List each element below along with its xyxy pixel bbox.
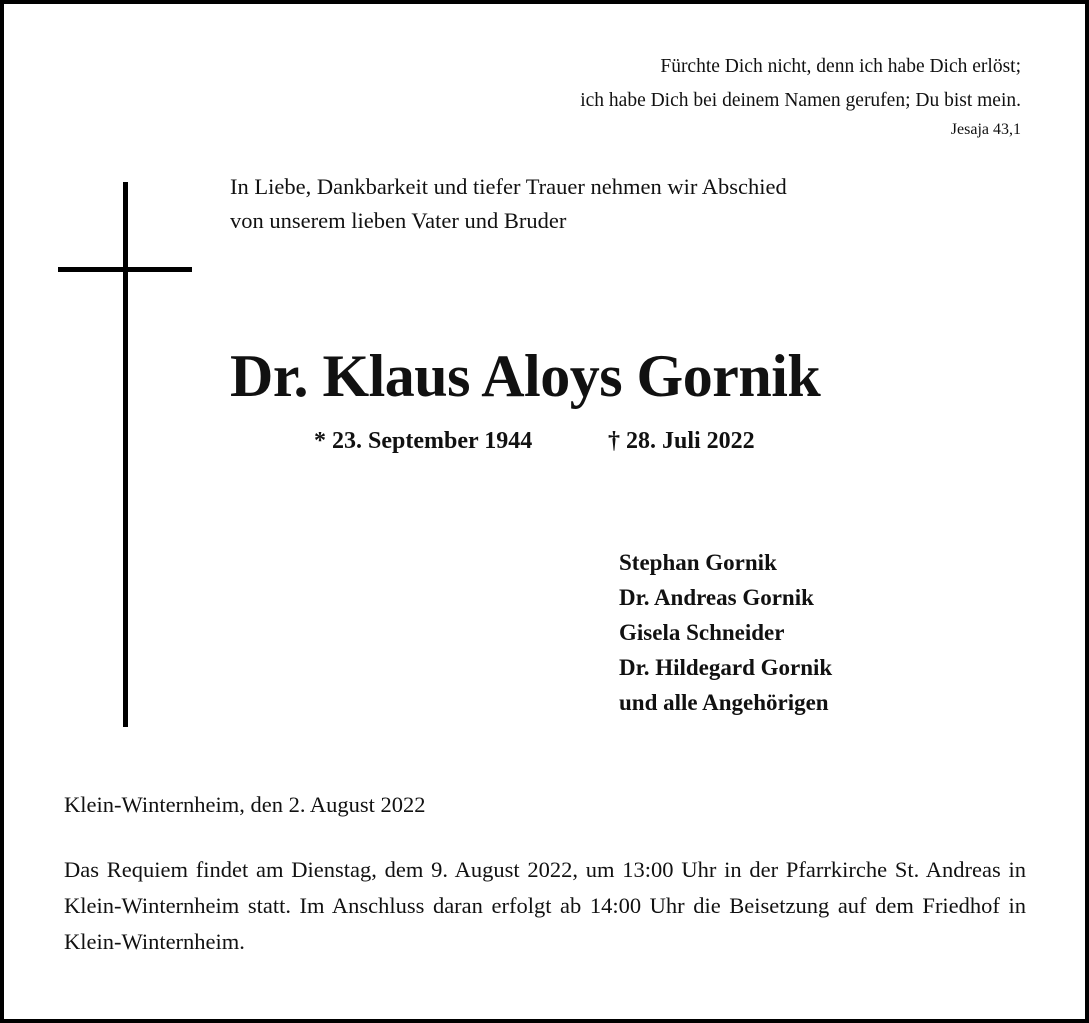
- death-date: † 28. Juli 2022: [608, 428, 755, 454]
- verse-reference: Jesaja 43,1: [950, 121, 1021, 138]
- place-and-date: Klein-Winternheim, den 2. August 2022: [64, 792, 426, 817]
- birth-date: * 23. September 1944: [314, 428, 533, 454]
- bible-verse: [580, 50, 1021, 142]
- cross-icon-vertical-beam: [123, 182, 128, 727]
- mourner-name: Gisela Schneider: [619, 620, 785, 645]
- mourners-list: [619, 545, 832, 720]
- cross-icon-horizontal-beam: [58, 267, 192, 272]
- intro-line-1: In Liebe, Dankbarkeit und tiefer Trauer nehmen wir Abschied: [230, 174, 787, 199]
- mourner-name: Stephan Gornik: [619, 550, 777, 575]
- mourner-name: Dr. Andreas Gornik: [619, 585, 814, 610]
- intro-text: [230, 170, 787, 238]
- intro-line-2: von unserem lieben Vater und Bruder: [230, 208, 567, 233]
- mourner-name: Dr. Hildegard Gornik: [619, 655, 833, 680]
- verse-line-1: Fürchte Dich nicht, denn ich habe Dich erlöst;: [660, 56, 1021, 77]
- mourner-name: und alle Angehörigen: [619, 690, 829, 715]
- verse-line-2: ich habe Dich bei deinem Namen gerufen; Du bist mein.: [580, 90, 1021, 111]
- service-announcement: Das Requiem findet am Dienstag, dem 9. August 2022, um 13:00 Uhr in der Pfarrkirche St. Andreas in Klein-Winternheim statt. Im Anschluss daran erfolgt ab 14:00 Uhr die Beisetzung auf dem Friedhof in Klein-Winternheim.: [64, 857, 1026, 954]
- deceased-name: Dr. Klaus Aloys Gornik: [230, 343, 821, 409]
